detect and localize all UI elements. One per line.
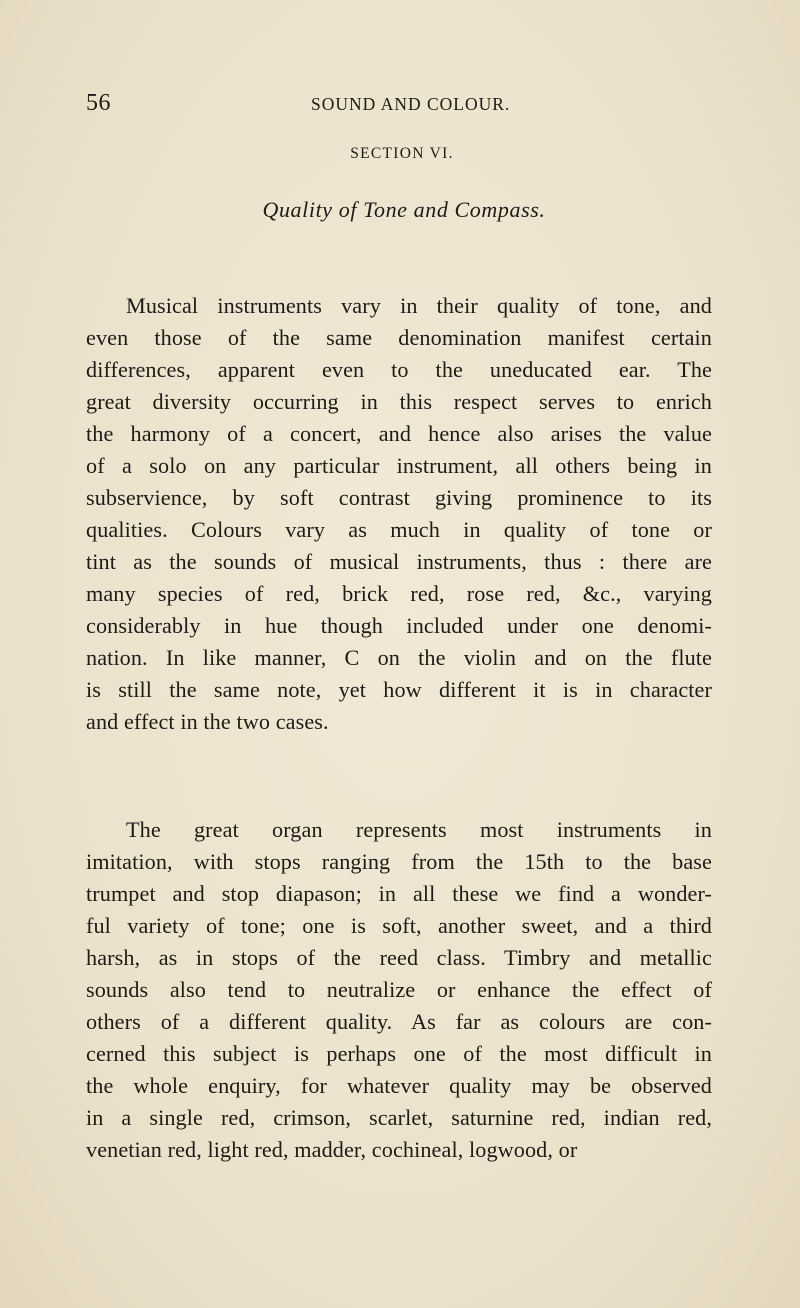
- text-line: even those of the same denomination manifest certain: [86, 325, 712, 350]
- text-line: the harmony of a concert, and hence also arises the value: [86, 421, 712, 446]
- text-line: qualities. Colours vary as much in quality of tone or: [86, 517, 712, 542]
- text-line: and effect in the two cases.: [86, 709, 329, 734]
- section-number: SECTION VI.: [350, 145, 454, 162]
- text-line: trumpet and stop diapason; in all these we find a wonder-: [86, 881, 712, 906]
- text-line: tint as the sounds of musical instruments, thus : there are: [86, 549, 712, 574]
- text-line: ful variety of tone; one is soft, another sweet, and a third: [86, 913, 712, 938]
- paragraph: [86, 814, 712, 1166]
- text-line: harsh, as in stops of the reed class. Timbry and metallic: [86, 945, 712, 970]
- text-line: The great organ represents most instruments in: [126, 817, 712, 842]
- text-line: considerably in hue though included under one denomi-: [86, 613, 712, 638]
- text-line: is still the same note, yet how different it is in character: [86, 677, 712, 702]
- running-title: SOUND AND COLOUR.: [311, 94, 511, 114]
- text-line: Musical instruments vary in their quality of tone, and: [126, 293, 712, 318]
- text-line: subservience, by soft contrast giving prominence to its: [86, 485, 712, 510]
- text-line: imitation, with stops ranging from the 15th to the base: [86, 849, 712, 874]
- text-line: nation. In like manner, C on the violin and on the flute: [86, 645, 712, 670]
- text-line: cerned this subject is perhaps one of the most difficult in: [86, 1041, 712, 1066]
- section-title: Quality of Tone and Compass.: [262, 197, 546, 222]
- page-number: 56: [86, 90, 111, 116]
- text-line: the whole enquiry, for whatever quality may be observed: [86, 1073, 712, 1098]
- running-head: [86, 90, 706, 120]
- paragraph: [86, 290, 712, 738]
- text-line: sounds also tend to neutralize or enhance the effect of: [86, 977, 712, 1002]
- text-line: in a single red, crimson, scarlet, saturnine red, indian red,: [86, 1105, 712, 1130]
- text-line: great diversity occurring in this respect serves to enrich: [86, 389, 712, 414]
- text-line: of a solo on any particular instrument, all others being in: [86, 453, 712, 478]
- text-line: differences, apparent even to the uneducated ear. The: [86, 357, 712, 382]
- text-line: others of a different quality. As far as colours are con-: [86, 1009, 712, 1034]
- text-line: venetian red, light red, madder, cochineal, logwood, or: [86, 1137, 578, 1162]
- text-line: many species of red, brick red, rose red, &c., varying: [86, 581, 712, 606]
